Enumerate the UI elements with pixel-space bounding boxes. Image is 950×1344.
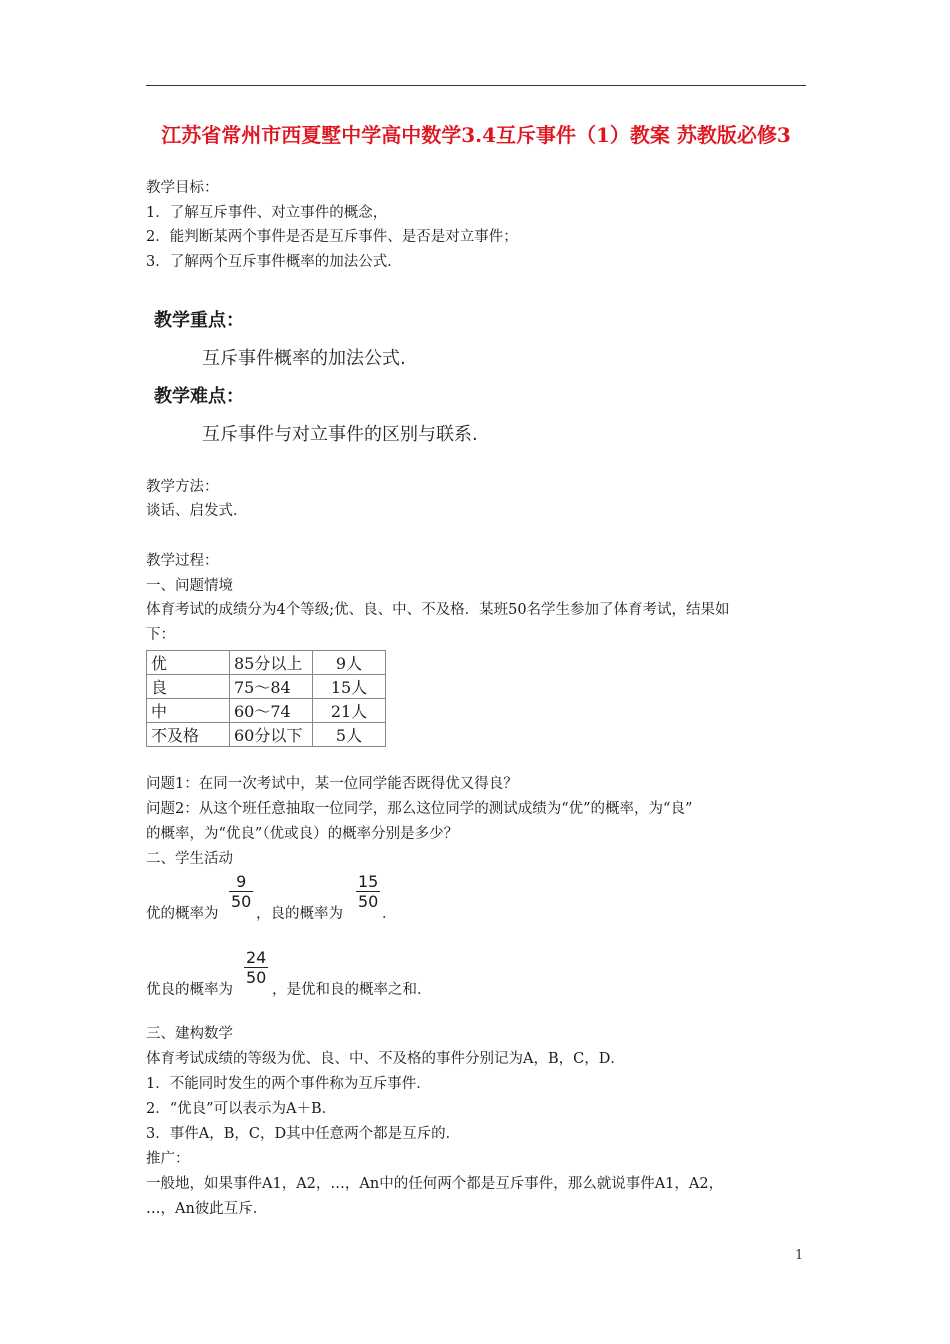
table-row (147, 651, 386, 675)
table-row (147, 675, 386, 699)
question-2-line: 问题2：从这个班任意抽取一位同学，那么这位同学的测试成绩为“优”的概率，为“良” (146, 801, 693, 817)
fraction-excellent (229, 872, 253, 911)
prob-good-label: ，良的概率为 (256, 906, 343, 922)
fraction-denominator: 50 (246, 968, 267, 987)
paragraph-line: 1．不能同时发生的两个事件称为互斥事件． (146, 1076, 431, 1092)
fraction-both (244, 948, 268, 987)
difficulties-heading: 教学难点： (154, 386, 244, 407)
header-rule (146, 85, 806, 86)
table-cell: 60分以下 (230, 723, 313, 747)
table-cell: 优 (147, 651, 230, 675)
paragraph-line: 体育考试的成绩分为4个等级;优、良、中、不及格．某班50名学生参加了体育考试，结果如 (146, 602, 730, 618)
paragraph-line: …，An彼此互斥． (146, 1201, 268, 1217)
table-cell: 9人 (313, 651, 386, 675)
fraction-numerator: 15 (358, 872, 379, 891)
table-cell: 5人 (313, 723, 386, 747)
page-number: 1 (795, 1248, 804, 1263)
fraction-numerator: 9 (236, 872, 247, 891)
table-cell: 良 (147, 675, 230, 699)
question-1: 问题1：在同一次考试中，某一位同学能否既得优又得良？ (146, 776, 518, 792)
key-points-text: 互斥事件概率的加法公式. (202, 348, 406, 369)
key-points-heading: 教学重点： (154, 310, 244, 331)
prob-good-end: ． (382, 906, 397, 922)
prob-both-label: 优良的概率为 (146, 982, 233, 998)
table-cell: 21人 (313, 699, 386, 723)
table-cell: 15人 (313, 675, 386, 699)
grades-table (146, 650, 386, 747)
table-row (147, 723, 386, 747)
paragraph-line: 3．事件A，B，C，D其中任意两个都是互斥的． (146, 1126, 461, 1142)
fraction-denominator: 50 (231, 892, 252, 911)
paragraph-line: 一般地，如果事件A1，A2，…，An中的任何两个都是互斥事件，那么就说事件A1，A2， (146, 1176, 724, 1192)
table-cell: 75～84 (230, 675, 313, 699)
section-heading: 三、建构数学 (146, 1026, 233, 1042)
process-heading: 教学过程： (146, 553, 219, 569)
section-heading: 一、问题情境 (146, 578, 233, 594)
table-row (147, 699, 386, 723)
paragraph-line: 体育考试成绩的等级为优、良、中、不及格的事件分别记为A，B，C，D． (146, 1051, 625, 1067)
section-heading: 二、学生活动 (146, 851, 233, 867)
prob-both-end: ，是优和良的概率之和． (272, 982, 432, 998)
paragraph-line: 下： (146, 627, 175, 643)
fraction-good (356, 872, 380, 911)
fraction-numerator: 24 (246, 948, 267, 967)
objective-item: 1．了解互斥事件、对立事件的概念， (146, 205, 388, 221)
table-cell: 不及格 (147, 723, 230, 747)
method-heading: 教学方法： (146, 479, 219, 495)
objectives-heading: 教学目标： (146, 180, 219, 196)
objective-item: 3．了解两个互斥事件概率的加法公式． (146, 254, 402, 270)
objective-item: 2．能判断某两个事件是否是互斥事件、是否是对立事件； (146, 229, 518, 245)
fraction-denominator: 50 (358, 892, 379, 911)
document-title: 江苏省常州市西夏墅中学高中数学3.4互斥事件（1）教案 苏教版必修3 (161, 123, 791, 147)
difficulties-text: 互斥事件与对立事件的区别与联系. (202, 424, 478, 445)
generalization-heading: 推广： (146, 1151, 190, 1167)
paragraph-line: 2．“优良”可以表示为A＋B． (146, 1101, 337, 1117)
question-2-line: 的概率，为“优良”（优或良）的概率分别是多少？ (146, 826, 459, 842)
prob-excellent-label: 优的概率为 (146, 906, 219, 922)
table-cell: 85分以上 (230, 651, 313, 675)
table-cell: 中 (147, 699, 230, 723)
method-text: 谈话、启发式． (146, 503, 248, 519)
table-cell: 60～74 (230, 699, 313, 723)
